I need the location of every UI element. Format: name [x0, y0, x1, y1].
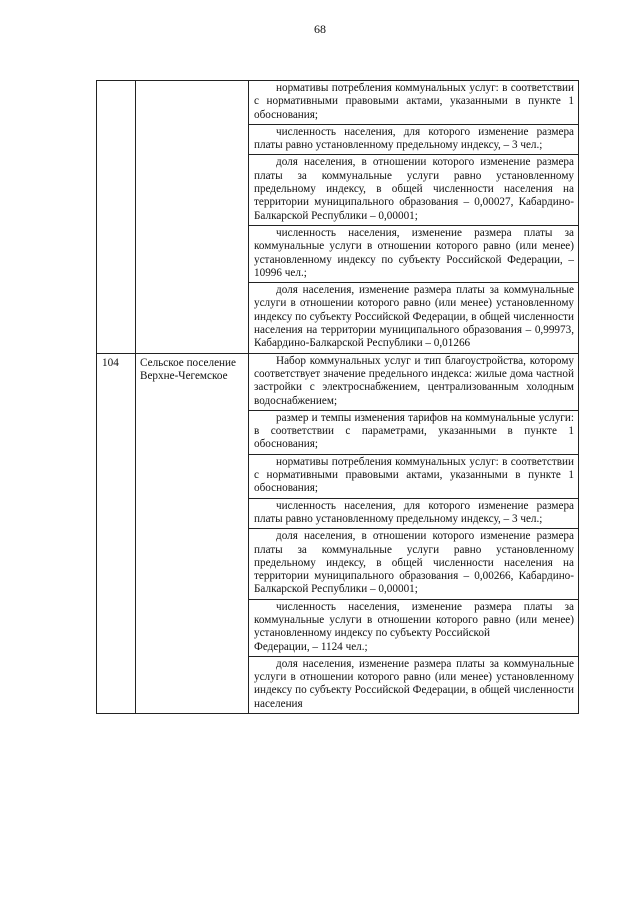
- page-number: 68: [314, 22, 326, 36]
- paragraph: размер и темпы изменения тарифов на коммунальные услуги: в соответствии с параметрами, указанными в пункте 1 обоснования;: [249, 411, 578, 455]
- parameters-cell: [249, 81, 579, 354]
- paragraph: Набор коммунальных услуг и тип благоустройства, которому соответствует значение предельного индекса: жилые дома частной застройки с электроснабжением, централизованным холодным водоснабжением;: [249, 354, 578, 411]
- paragraph: численность населения, для которого изменение размера платы равно установленному предельному индексу, – 3 чел.;: [249, 499, 578, 530]
- data-table: [96, 80, 579, 714]
- row-number-cell: [97, 353, 136, 713]
- paragraph: нормативы потребления коммунальных услуг: в соответствии с нормативными правовыми актами, указанными в пункте 1 обоснования;: [249, 81, 578, 125]
- paragraph-main-text: численность населения, изменение размера платы за коммунальные услуги в отношении которого равно (или менее) установленному индексу по субъекту Российской: [254, 600, 574, 640]
- paragraph: [249, 600, 578, 657]
- municipality-name: Сельское поселение Верхне-Чегемское: [140, 356, 236, 382]
- municipality-name-cell: [136, 353, 249, 713]
- table-row-104: [97, 353, 579, 713]
- paragraph: численность населения, для которого изменение размера платы равно установленному предельному индексу, – 3 чел.;: [249, 125, 578, 156]
- table-row-continued: [97, 81, 579, 354]
- paragraph: численность населения, изменение размера платы за коммунальные услуги в отношении которого равно (или менее) установленному индексу по субъекту Российской Федерации, – 10996 чел.;: [249, 226, 578, 283]
- row-number: 104: [102, 356, 119, 369]
- paragraph: доля населения, изменение размера платы за коммунальные услуги в отношении которого равно (или менее) установленному индексу по субъекту Российской Федерации, в общей численности населения: [254, 657, 574, 710]
- row-number-cell: [97, 81, 136, 354]
- paragraph: нормативы потребления коммунальных услуг: в соответствии с нормативными правовыми актами, указанными в пункте 1 обоснования;: [249, 455, 578, 499]
- municipality-name-cell: [136, 81, 249, 354]
- parameters-cell: [249, 353, 579, 713]
- paragraph: доля населения, в отношении которого изменение размера платы за коммунальные услуги равно установленному предельному индексу, в общей численности населения на территории муниципального образования – 0,00266, Кабардино-Балкарской Республики – 0,00001;: [249, 529, 578, 599]
- paragraph: доля населения, в отношении которого изменение размера платы за коммунальные услуги равно установленному предельному индексу, в общей численности населения на территории муниципального образования – 0,00027, Кабардино-Балкарской Республики – 0,00001;: [249, 155, 578, 225]
- paragraph: доля населения, изменение размера платы за коммунальные услуги в отношении которого равно (или менее) установленному индексу по субъекту Российской Федерации, в общей численности населения на территории муниципального образования – 0,99973, Кабардино-Балкарской Республики – 0,01266: [254, 284, 574, 350]
- paragraph-tail-text: Федерации, – 1124 чел.;: [254, 640, 368, 653]
